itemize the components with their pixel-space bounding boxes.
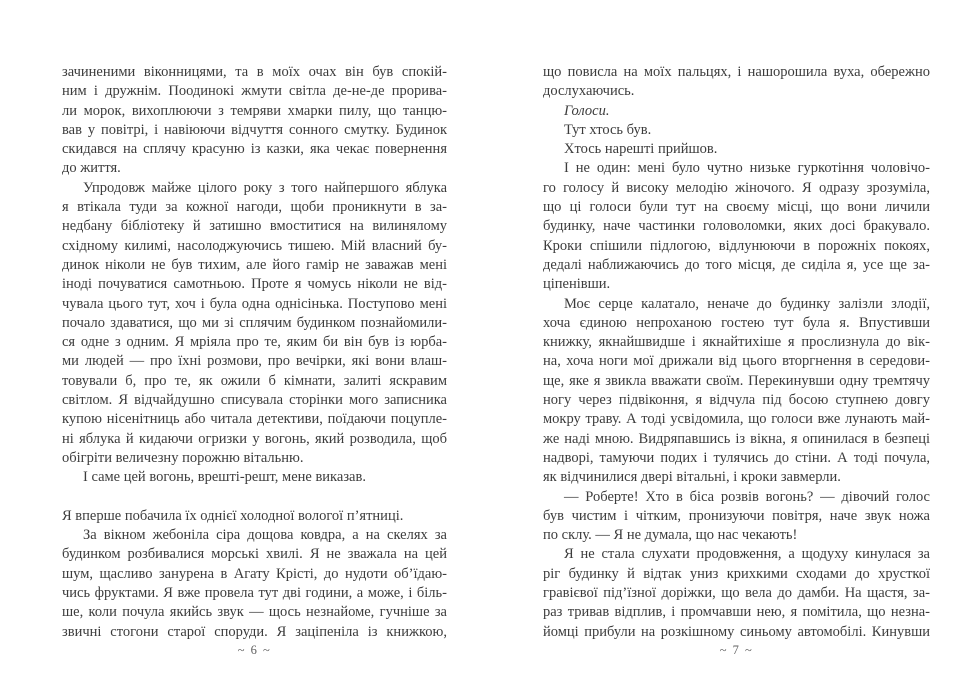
text-line: купою нісенітниць або читала детективи, поїдаючи поцупле- — [62, 411, 447, 428]
text-line: зачиненими віконницями, та в моїх очах він був спокій- — [62, 64, 447, 80]
text-line: ше, коли почула якийсь звук — щось незнайоме, гучніше за — [62, 604, 447, 621]
text-line: же наді мною. Видряпавшись із вікна, я опинилася в безпеці — [543, 430, 930, 447]
text-line: чись фруктами. Я вже провела тут дві години, а може, і біль- — [62, 585, 447, 602]
text-line: Кроки спішили підлогою, відлунюючи в порожніх покоях, — [543, 237, 930, 254]
page-text-right — [543, 63, 930, 642]
text-line: динок ніколи не був тихим, але його гамір не заважав мені — [62, 256, 447, 273]
text-line: чувала цього тут, хоч і була одна однісінька. Поступово мені — [62, 295, 447, 312]
text-line: почало здаватися, що ми зі сплячим будинком познайомили- — [62, 314, 447, 331]
text-line: що повисла на моїх пальцях, і нашорошила вуха, обережно — [543, 64, 930, 80]
text-line: до життя. — [62, 160, 121, 177]
blank-line — [62, 488, 447, 507]
page-number-left: ~ 6 ~ — [237, 643, 272, 657]
text-line: І саме цей вогонь, врешті-решт, мене виказав. — [83, 469, 366, 486]
text-line: будинком розбивалися морські хвилі. Я не зважала на цей — [62, 546, 447, 563]
text-line: Я не стала слухати продовження, а щодуху кинулася за — [564, 546, 930, 563]
text-line: що ці голоси були тут на своєму місці, що вони личили — [543, 199, 930, 216]
text-line: надворі, тамуючи подих і тулячись до стіни. А тоді почула, — [543, 449, 930, 466]
text-line: на, хоча ноги мої дрижали від цього вторгнення в середови- — [543, 353, 930, 370]
text-line: Голоси. — [564, 102, 610, 119]
page-text-left — [62, 63, 447, 642]
text-line: східному килимі, насолоджуючись тишею. Мій власний бу- — [62, 237, 447, 254]
text-line: будинку, наче частинки головоломки, яких досі бракувало. — [543, 218, 930, 235]
text-line: ся одне з одним. Я мріяла про те, яким би він був із юрба- — [62, 334, 447, 351]
text-line: Я вперше побачила їх однієї холодної вологої п’ятниці. — [62, 507, 404, 524]
text-line: Моє серце калатало, неначе до будинку залізли злодії, — [564, 295, 930, 312]
text-line: го голосу й високу мелодію жіночого. Я одразу зрозуміла, — [543, 179, 930, 196]
text-line: світлом. Я відчайдушно списувала сторінки мого записника — [62, 392, 447, 409]
text-line: ще, яке я звикла вважати своїм. Перекинувши одну тремтячу — [543, 372, 930, 389]
text-line: гравієвої під’їзної доріжки, що вела до дамби. На щастя, за- — [543, 585, 930, 602]
text-line: І не один: мені було чутно низьке гуркотіння чоловічо- — [564, 160, 930, 177]
text-line: я втікала туди за кожної нагоди, щоби проникнути в за- — [62, 199, 447, 216]
text-line: ціпенівши. — [543, 276, 611, 293]
text-line: йомці прибули на розкішному синьому автомобілі. Кинувши — [543, 623, 930, 640]
text-line: вав у повітрі, і навіюючи відчуття сонного смутку. Будинок — [62, 121, 447, 138]
text-line: ріг будинку й відтак униз крихкими сходами до хрусткої — [543, 565, 930, 582]
text-line: іноді почуватися самотньою. Проте я чомусь ніколи не від- — [62, 276, 447, 293]
text-line: ні яблука й кидаючи огризки у вогонь, який розводила, щоб — [62, 430, 447, 447]
text-line: Упродовж майже цілого року з того найпершого яблука — [83, 179, 447, 196]
text-line: ли морок, вихоплюючи з темряви хмарки пилу, що танцю- — [62, 102, 447, 119]
text-line: хоча єдиною непроханою гостею тут була я. Впустивши — [543, 314, 930, 331]
text-line: ногу через підвіконня, я відчула під босою ступнею довгу — [543, 392, 930, 409]
text-line: як відчинилися двері вітальні, і кроки завмерли. — [543, 469, 841, 486]
text-line: шум, щасливо занурена в Агату Крісті, до нудоти об’їдаю- — [62, 565, 447, 582]
text-line: Хтось нарешті прийшов. — [564, 141, 718, 158]
text-line: Тут хтось був. — [564, 121, 652, 138]
book-page-right — [543, 63, 930, 642]
text-line: недбану бібліотеку й затишно вмоститися на вилинялому — [62, 218, 447, 235]
text-line: товували б, про те, як ожили б кімнати, залиті яскравим — [62, 372, 447, 389]
text-line: був чистим і чітким, пронизуючи повітря, наче звук ножа — [543, 507, 930, 524]
text-line: раз тривав відплив, і промчавши нею, я помітила, що незна- — [543, 604, 930, 621]
text-line: скидався на сплячу красуню із казки, яка чекає повернення — [62, 141, 447, 158]
text-line: дослухаючись. — [543, 83, 635, 100]
page-number-right: ~ 7 ~ — [719, 643, 754, 657]
text-line: ми людей — про їхні розмови, про вечірки, які вони влаш- — [62, 353, 447, 370]
text-line: звичні стогони старої споруди. Я заціпеніла із книжкою, — [62, 623, 447, 640]
text-line: ним і дружнім. Поодинокі жмути світла де-не-де прорива- — [62, 83, 447, 100]
text-line: обігріти величезну порожню вітальню. — [62, 449, 304, 466]
text-line: книжку, якнайшвидше і якнайтихіше я прослизнула до вік- — [543, 334, 930, 351]
book-page-left — [62, 63, 447, 642]
text-line: мокру траву. А тоді усвідомила, що голоси вже лунають май- — [543, 411, 930, 428]
text-line: За вікном жебоніла сіра дощова ковдра, а на скелях за — [83, 527, 447, 544]
text-line: по склу. — Я не думала, що нас чекають! — [543, 527, 798, 544]
text-line: дедалі наближаючись до того місця, де сиділа я, усе ще за- — [543, 256, 930, 273]
text-line: — Роберте! Хто в біса розвів вогонь? — дівочий голос — [564, 488, 930, 505]
